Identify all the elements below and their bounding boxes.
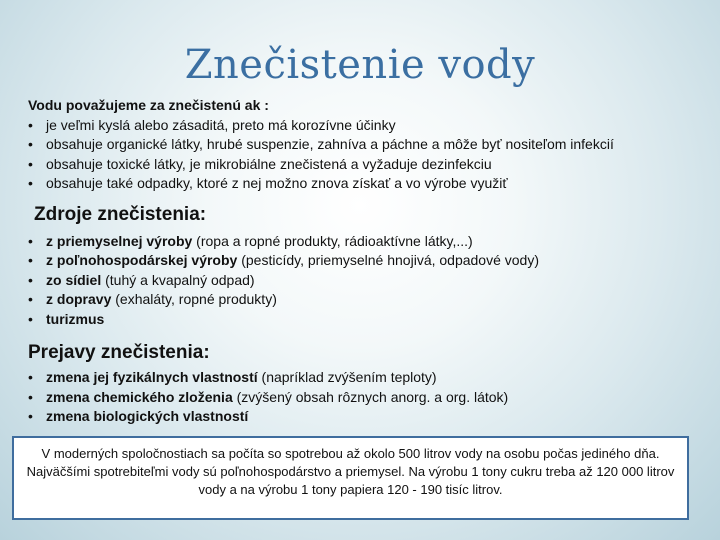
list-item — [28, 271, 718, 290]
item-bold: zmena biologických vlastností — [46, 408, 249, 424]
list-item: • je veľmi kyslá alebo zásaditá, preto má korozívne účinky — [28, 116, 718, 136]
list-item — [28, 310, 718, 329]
list-item — [28, 368, 718, 388]
item-bold: zo sídiel — [46, 271, 102, 288]
slide-title — [0, 42, 720, 88]
item-bold: z poľnohospodárskej výroby — [46, 252, 238, 269]
item-rest: (tuhý a kvapalný odpad) — [101, 271, 255, 288]
item-bold: turizmus — [46, 310, 105, 327]
intro-list — [28, 116, 718, 194]
info-box-line: Najväčšími spotrebiteľmi vody sú poľnohospodárstvo a priemysel. Na výrobu 1 tony cukru treba až 120 000 litrov vody a na výrobu 1 tony papiera 120 - 190 tisíc litrov. — [26, 464, 675, 497]
list-item: • obsahuje toxické látky, je mikrobiálne znečistená a vyžaduje dezinfekciu — [28, 155, 718, 175]
item-bold: zmena jej fyzikálnych vlastností — [46, 369, 258, 385]
item-rest: (zvýšený obsah rôznych anorg. a org. látok) — [232, 388, 509, 405]
list-item — [28, 232, 718, 251]
sources-heading: Zdroje znečistenia: — [34, 204, 207, 225]
item-bold: z dopravy — [46, 291, 112, 308]
list-item — [28, 407, 718, 427]
item-bold: zmena chemického zloženia — [46, 388, 233, 405]
intro-lead: Vodu považujeme za znečistenú ak : — [28, 97, 269, 113]
list-item: • obsahuje organické látky, hrubé suspenzie, zahníva a páchne a môže byť nositeľom infekcií — [28, 135, 718, 155]
info-box — [12, 436, 689, 520]
impacts-heading: Prejavy znečistenia: — [28, 342, 210, 363]
item-rest: (napríklad zvýšením teploty) — [257, 369, 437, 385]
list-item: • obsahuje také odpadky, ktoré z nej možno znova získať a vo výrobe využiť — [28, 174, 718, 194]
list-item — [28, 251, 718, 270]
info-box-line: V moderných spoločnostiach sa počíta so spotrebou až okolo 500 litrov vody na osobu počas jediného dňa. — [41, 446, 660, 461]
list-item — [28, 388, 718, 408]
item-rest: (pesticídy, priemyselné hnojivá, odpadové vody) — [237, 252, 540, 269]
item-rest: (exhaláty, ropné produkty) — [111, 291, 277, 308]
sources-list — [28, 232, 718, 329]
item-rest: (ropa a ropné produkty, rádioaktívne látky,...) — [192, 233, 473, 249]
list-item — [28, 290, 718, 309]
slide-title-text: Znečistenie vody — [184, 42, 536, 88]
intro-section — [28, 96, 718, 194]
impacts-list — [28, 368, 718, 427]
item-bold: z priemyselnej výroby — [46, 233, 193, 249]
